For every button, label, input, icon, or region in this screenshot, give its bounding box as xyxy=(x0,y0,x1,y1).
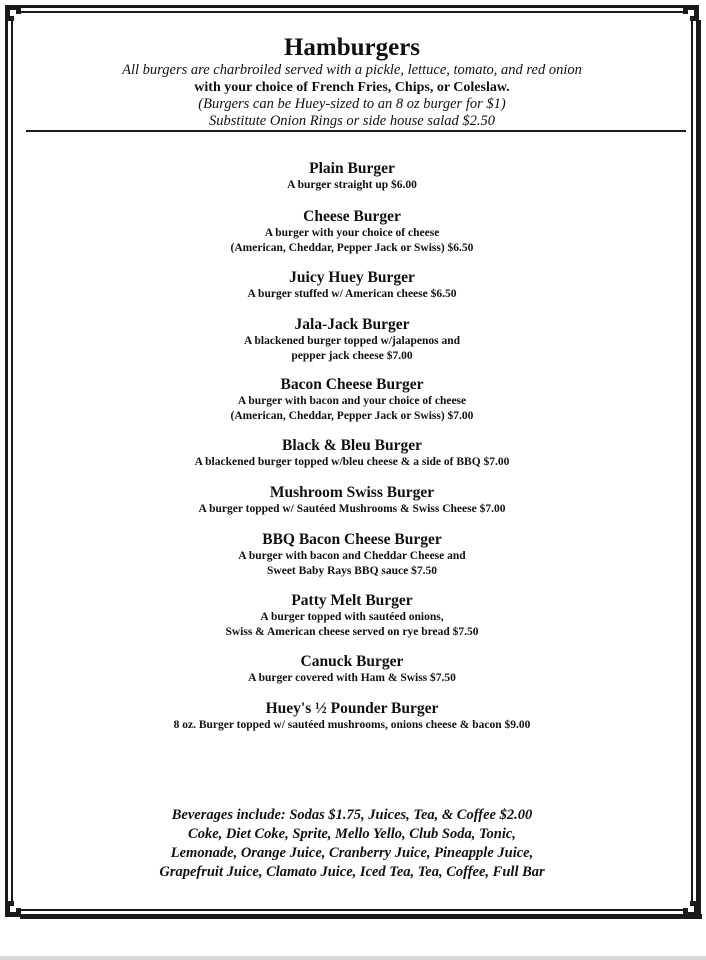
item-description: 8 oz. Burger topped w/ sautéed mushrooms, onions cheese & bacon $9.00 xyxy=(173,719,531,731)
item-description: A burger straight up $6.00 xyxy=(287,179,417,191)
item-name: Cheese Burger xyxy=(303,208,401,225)
beverages-list: Coke, Diet Coke, Sprite, Mello Yello, Club Soda, Tonic, xyxy=(188,826,516,842)
item-name: Jala-Jack Burger xyxy=(294,316,410,333)
item-name: Canuck Burger xyxy=(300,653,404,670)
menu-item xyxy=(14,160,690,193)
page-title: Hamburgers xyxy=(283,34,421,61)
beverages-list: Lemonade, Orange Juice, Cranberry Juice, Pineapple Juice, xyxy=(170,845,534,861)
menu-item xyxy=(14,269,690,302)
burger-list xyxy=(14,160,690,733)
header-substitute-note: Substitute Onion Rings or side house salad $2.50 xyxy=(209,113,495,129)
item-description: A burger topped with sautéed onions, xyxy=(260,611,444,623)
item-description: Sweet Baby Rays BBQ sauce $7.50 xyxy=(267,565,437,577)
item-description: (American, Cheddar, Pepper Jack or Swiss) $6.50 xyxy=(230,242,474,254)
header-note: All burgers are charbroiled served with a pickle, lettuce, tomato, and red onion xyxy=(122,62,582,78)
item-name: Juicy Huey Burger xyxy=(289,269,415,286)
item-description: A blackened burger topped w/jalapenos and xyxy=(243,335,461,347)
menu-item xyxy=(14,208,690,256)
item-description: A burger with bacon and Cheddar Cheese and xyxy=(238,550,466,562)
item-name: Huey's ½ Pounder Burger xyxy=(265,700,439,717)
menu-item xyxy=(14,316,690,364)
item-description: A burger with your choice of cheese xyxy=(264,227,440,239)
item-name: Bacon Cheese Burger xyxy=(280,376,424,393)
header-divider xyxy=(26,130,686,132)
header-sides: with your choice of French Fries, Chips, or Coleslaw. xyxy=(194,80,510,95)
menu-item xyxy=(14,653,690,686)
item-description: A burger covered with Ham & Swiss $7.50 xyxy=(248,672,456,684)
item-name: Plain Burger xyxy=(309,160,395,177)
item-description: A blackened burger topped w/bleu cheese & a side of BBQ $7.00 xyxy=(194,456,510,468)
item-description: A burger topped w/ Sautéed Mushrooms & Swiss Cheese $7.00 xyxy=(198,503,506,515)
header-upsize-note: (Burgers can be Huey-sized to an 8 oz burger for $1) xyxy=(198,96,506,112)
item-description: (American, Cheddar, Pepper Jack or Swiss) $7.00 xyxy=(230,410,474,422)
menu-item xyxy=(14,437,690,470)
beverages-prices: Beverages include: Sodas $1.75, Juices, Tea, & Coffee $2.00 xyxy=(171,807,533,823)
item-description: pepper jack cheese $7.00 xyxy=(291,350,413,362)
menu-header xyxy=(14,34,690,130)
menu-item xyxy=(14,592,690,640)
item-description: A burger with bacon and your choice of cheese xyxy=(237,395,467,407)
item-name: BBQ Bacon Cheese Burger xyxy=(262,531,442,548)
menu-item xyxy=(14,484,690,517)
beverages-section xyxy=(14,806,690,882)
menu-item xyxy=(14,376,690,424)
page-bottom-edge xyxy=(0,956,706,960)
menu-page xyxy=(14,14,690,908)
item-name: Mushroom Swiss Burger xyxy=(269,484,435,501)
item-name: Patty Melt Burger xyxy=(291,592,413,609)
beverages-list: Grapefruit Juice, Clamato Juice, Iced Tea, Tea, Coffee, Full Bar xyxy=(159,864,545,880)
menu-item xyxy=(14,531,690,579)
item-description: Swiss & American cheese served on rye bread $7.50 xyxy=(225,626,479,638)
item-description: A burger stuffed w/ American cheese $6.50 xyxy=(247,288,457,300)
item-name: Black & Bleu Burger xyxy=(282,437,422,454)
menu-item xyxy=(14,700,690,733)
